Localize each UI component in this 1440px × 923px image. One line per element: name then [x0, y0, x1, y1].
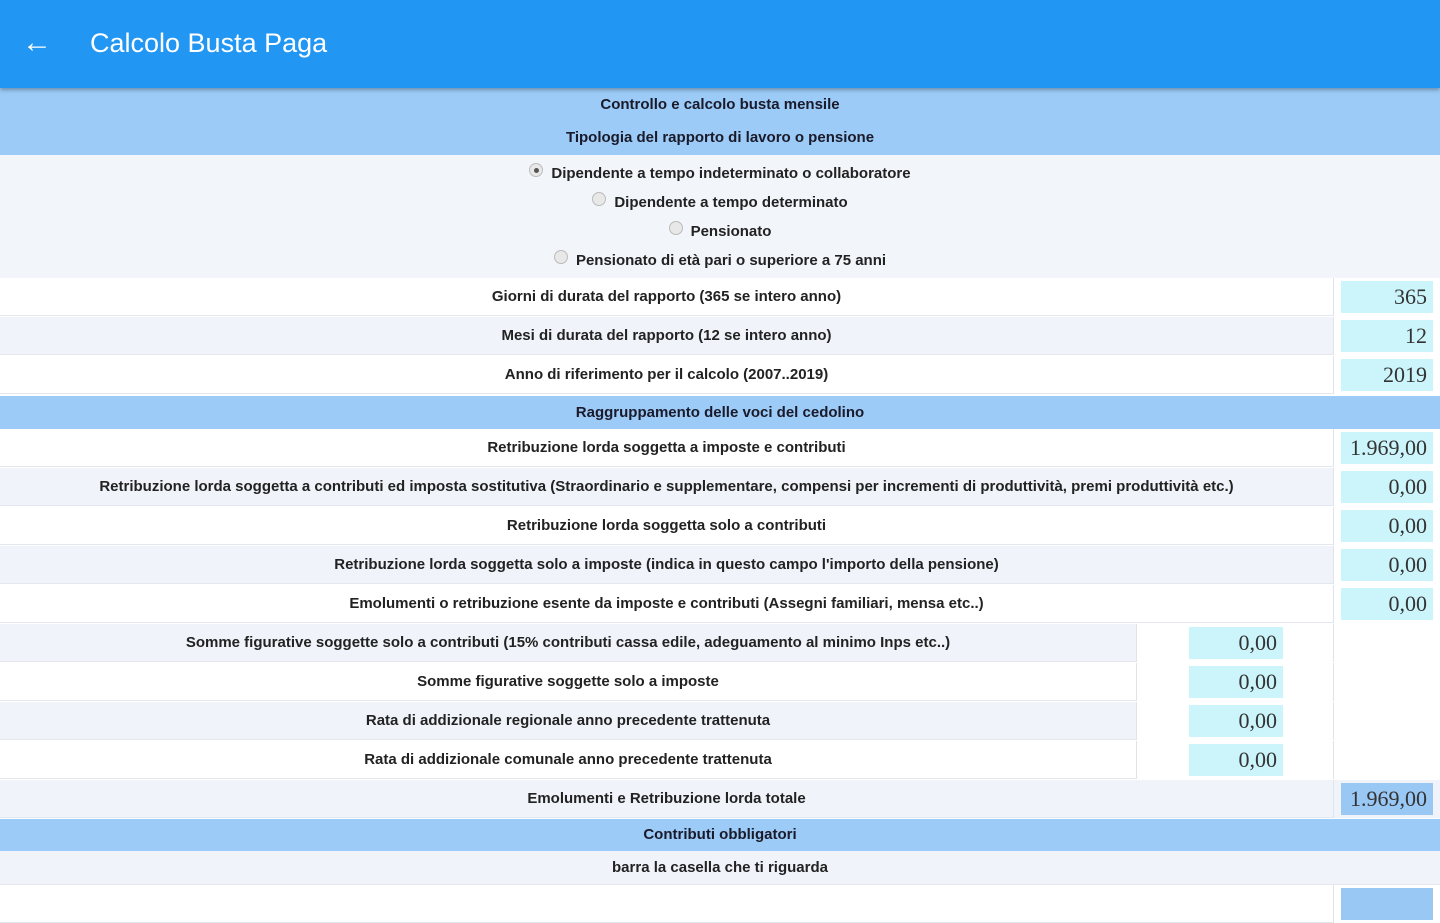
voce-input[interactable] — [1341, 510, 1433, 542]
rapporto-radio-group — [0, 155, 1440, 278]
row-label: Rata di addizionale regionale anno precedente trattenuta — [365, 712, 771, 729]
row-voce — [0, 546, 1440, 584]
figurativa-input[interactable] — [1189, 705, 1283, 737]
row-label: Retribuzione lorda soggetta solo a imposte (indica in questo campo l'importo della pensione) — [334, 556, 999, 573]
section-header-raggruppamento: Raggruppamento delle voci del cedolino — [0, 396, 1440, 429]
row-hint — [0, 851, 1440, 885]
app-bar — [0, 0, 1440, 88]
giorni-input[interactable] — [1341, 281, 1433, 313]
radio-pensionato[interactable] — [0, 217, 1440, 246]
radio-label: Dipendente a tempo determinato — [614, 194, 848, 211]
row-figurativa — [0, 741, 1440, 779]
radio-determinato[interactable] — [0, 188, 1440, 217]
row-label: Retribuzione lorda soggetta a contributi ed imposta sostitutiva (Straordinario e supplementare, compensi per incrementi di produttività, premi produttività etc.) — [99, 478, 1234, 495]
radio-unchecked-icon[interactable] — [554, 250, 568, 264]
row-label: Somme figurative soggette solo a contributi (15% contributi cassa edile, adeguamento al minimo Inps etc..) — [185, 634, 951, 651]
row-label: Rata di addizionale comunale anno precedente trattenuta — [364, 751, 772, 768]
row-label: Mesi di durata del rapporto (12 se intero anno) — [501, 327, 832, 344]
voce-input[interactable] — [1341, 588, 1433, 620]
radio-label: Pensionato — [690, 223, 772, 240]
row-label: barra la casella che ti riguarda — [612, 859, 828, 876]
voce-input[interactable] — [1341, 432, 1433, 464]
anno-input[interactable] — [1341, 359, 1433, 391]
figurativa-input[interactable] — [1189, 666, 1283, 698]
row-label: Emolumenti o retribuzione esente da imposte e contributi (Assegni familiari, mensa etc..) — [349, 595, 984, 612]
row-figurativa — [0, 663, 1440, 701]
row-figurativa — [0, 624, 1440, 662]
row-label: Emolumenti e Retribuzione lorda totale — [527, 790, 806, 807]
row-label: Retribuzione lorda soggetta a imposte e contributi — [487, 439, 846, 456]
totale-value — [1341, 783, 1433, 815]
radio-label: Pensionato di età pari o superiore a 75 anni — [575, 252, 887, 269]
section-header-contributi: Contributi obbligatori — [0, 819, 1440, 851]
section-header-tipologia: Tipologia del rapporto di lavoro o pensione — [0, 121, 1440, 155]
radio-pensionato-75[interactable] — [0, 246, 1440, 275]
radio-checked-icon[interactable] — [529, 163, 543, 177]
row-voce — [0, 468, 1440, 506]
section-header-controllo: Controllo e calcolo busta mensile — [0, 88, 1440, 121]
partial-value — [1341, 888, 1433, 920]
row-label: Retribuzione lorda soggetta solo a contributi — [506, 517, 827, 534]
row-figurativa — [0, 702, 1440, 740]
row-voce — [0, 429, 1440, 467]
figurativa-input[interactable] — [1189, 744, 1283, 776]
row-partial — [0, 885, 1440, 923]
row-mesi — [0, 317, 1440, 355]
voce-input[interactable] — [1341, 549, 1433, 581]
page-title: Calcolo Busta Paga — [90, 28, 328, 58]
row-label: Anno di riferimento per il calcolo (2007..2019) — [504, 366, 829, 383]
row-label: Somme figurative soggette solo a imposte — [417, 673, 719, 690]
row-anno — [0, 356, 1440, 394]
voce-input[interactable] — [1341, 471, 1433, 503]
radio-indeterminato[interactable] — [0, 159, 1440, 188]
mesi-input[interactable] — [1341, 320, 1433, 352]
figurativa-input[interactable] — [1189, 627, 1283, 659]
radio-label: Dipendente a tempo indeterminato o collaboratore — [551, 165, 911, 182]
radio-unchecked-icon[interactable] — [669, 221, 683, 235]
row-label: Giorni di durata del rapporto (365 se intero anno) — [491, 288, 842, 305]
row-giorni — [0, 278, 1440, 316]
row-voce — [0, 507, 1440, 545]
radio-unchecked-icon[interactable] — [592, 192, 606, 206]
row-totale — [0, 780, 1440, 818]
back-arrow-icon[interactable]: ← — [22, 26, 52, 59]
row-voce — [0, 585, 1440, 623]
